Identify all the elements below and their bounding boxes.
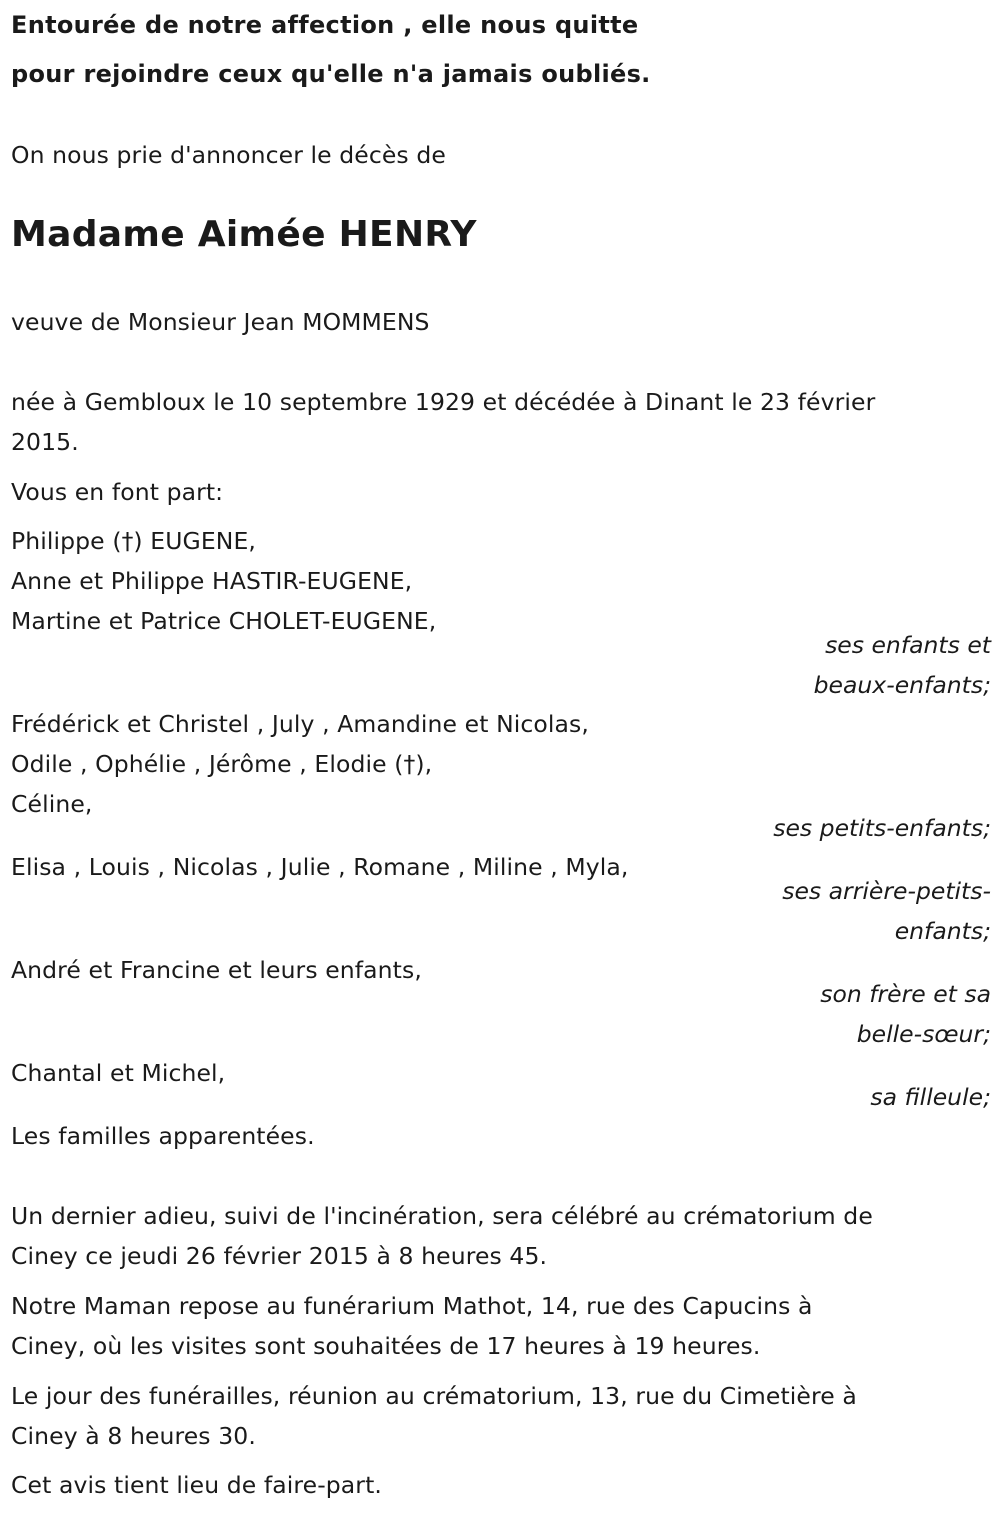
godchild-names: Chantal et Michel, xyxy=(11,1059,226,1087)
closing-line: Cet avis tient lieu de faire-part. xyxy=(11,1471,382,1499)
meeting-line-1: Le jour des funérailles, réunion au crématorium, 13, rue du Cimetière à xyxy=(11,1382,857,1410)
great-grandchildren-relation-2: enfants; xyxy=(894,917,991,945)
funerarium-line-1: Notre Maman repose au funérarium Mathot, 14, rue des Capucins à xyxy=(11,1292,813,1320)
announcement-text: On nous prie d'annoncer le décès de xyxy=(11,141,446,169)
children-name-3: Martine et Patrice CHOLET-EUGENE, xyxy=(11,607,437,635)
grandchildren-name-2: Odile , Ophélie , Jérôme , Elodie (†), xyxy=(11,750,433,778)
children-relation-2: beaux-enfants; xyxy=(813,671,991,699)
siblings-relation-1: son frère et sa xyxy=(820,980,991,1008)
intro-line-2: pour rejoindre ceux qu'elle n'a jamais oubliés. xyxy=(11,60,651,88)
birth-death-line-2: 2015. xyxy=(11,428,79,456)
children-relation-1: ses enfants et xyxy=(825,631,991,659)
great-grandchildren-relation-1: ses arrière-petits- xyxy=(782,877,991,905)
grandchildren-relation: ses petits-enfants; xyxy=(773,814,991,842)
ceremony-line-2: Ciney ce jeudi 26 février 2015 à 8 heures 45. xyxy=(11,1242,548,1270)
spouse-line: veuve de Monsieur Jean MOMMENS xyxy=(11,308,430,336)
families-line: Les familles apparentées. xyxy=(11,1122,315,1150)
birth-death-line-1: née à Gembloux le 10 septembre 1929 et décédée à Dinant le 23 février xyxy=(11,388,876,416)
siblings-relation-2: belle-sœur; xyxy=(856,1020,991,1048)
deceased-name: Madame Aimée HENRY xyxy=(11,214,477,255)
siblings-names: André et Francine et leurs enfants, xyxy=(11,956,422,984)
grandchildren-name-1: Frédérick et Christel , July , Amandine et Nicolas, xyxy=(11,710,589,738)
meeting-line-2: Ciney à 8 heures 30. xyxy=(11,1422,256,1450)
children-name-2: Anne et Philippe HASTIR-EUGENE, xyxy=(11,567,413,595)
vous-en-font-part: Vous en font part: xyxy=(11,478,224,506)
ceremony-line-1: Un dernier adieu, suivi de l'incinération, sera célébré au crématorium de xyxy=(11,1202,873,1230)
children-name-1: Philippe (†) EUGENE, xyxy=(11,527,256,555)
funerarium-line-2: Ciney, où les visites sont souhaitées de 17 heures à 19 heures. xyxy=(11,1332,761,1360)
great-grandchildren-names: Elisa , Louis , Nicolas , Julie , Romane , Miline , Myla, xyxy=(11,853,629,881)
grandchildren-name-3: Céline, xyxy=(11,790,93,818)
godchild-relation: sa filleule; xyxy=(870,1083,991,1111)
intro-line-1: Entourée de notre affection , elle nous quitte xyxy=(11,11,639,39)
